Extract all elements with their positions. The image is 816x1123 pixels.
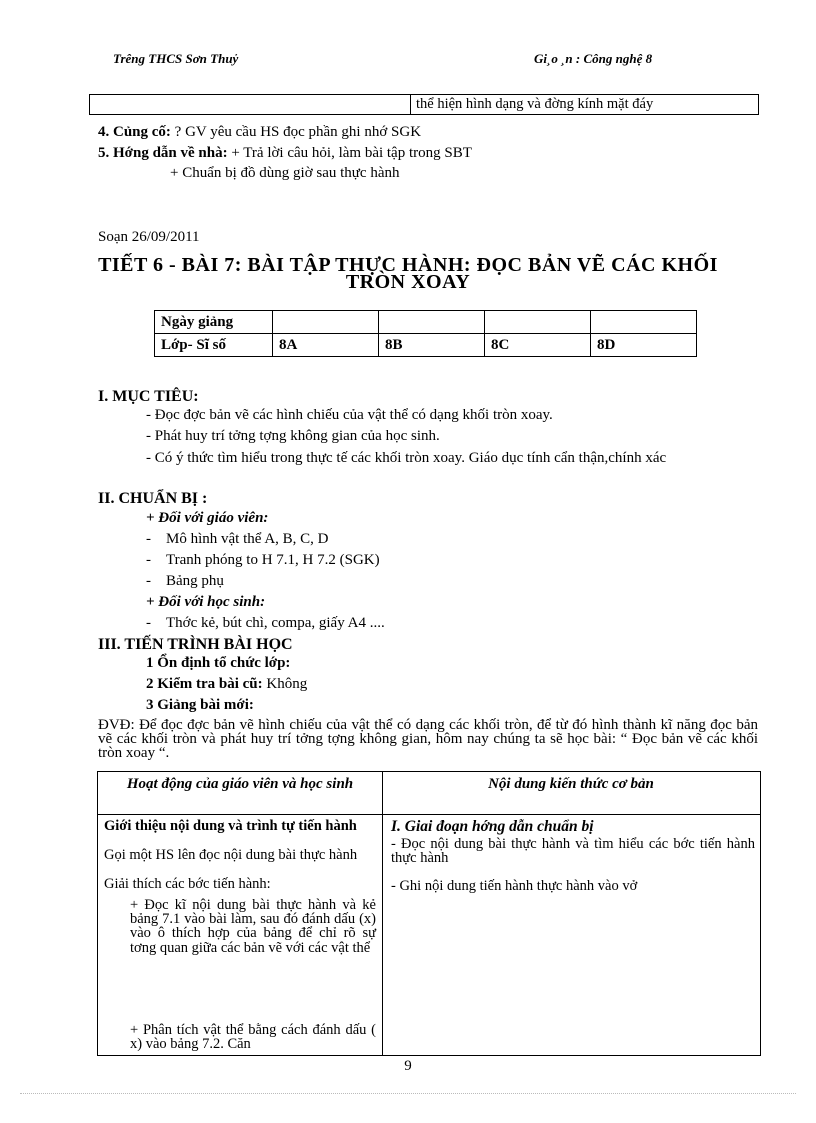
hs-label: + Đối với học sinh:: [146, 594, 266, 610]
class-table: [154, 310, 697, 357]
class-8c: 8C: [485, 334, 591, 357]
class-table-row: [155, 334, 697, 357]
class-8a: 8A: [273, 334, 379, 357]
gv-item: - Tranh phóng to H 7.1, H 7.2 (SGK): [146, 552, 380, 568]
left-p2: Giải thích các bớc tiến hành:: [104, 876, 271, 892]
step-1: 1 Ổn định tổ chức lớp:: [146, 655, 291, 671]
lesson-title-line1: TIẾT 6 - BÀI 7: BÀI TẬP THỰC HÀNH: ĐỌC BẢN VẼ CÁC KHỐI: [98, 254, 718, 276]
right-p2: - Ghi nội dung tiến hành thực hành vào vở: [391, 878, 638, 894]
huong-dan-text: + Trả lời câu hỏi, làm bài tập trong SBT: [227, 145, 472, 161]
header-subject: Gi¸o ¸n : Công nghệ 8: [534, 51, 653, 66]
huong-dan-line: [98, 145, 472, 162]
step-2-text: Không: [262, 676, 308, 692]
step-2: [146, 676, 307, 693]
ngay-giang-label: Ngày giảng: [155, 311, 273, 334]
class-table-row: [155, 311, 697, 334]
cung-co-line: [98, 124, 421, 141]
top-table: [89, 94, 759, 115]
left-title: Giới thiệu nội dung và trình tự tiến hành: [104, 818, 357, 834]
col1-header: Hoạt động của giáo viên và học sinh: [126, 776, 354, 792]
ngay-giang-8a: [273, 311, 379, 334]
dvd-paragraph: ĐVĐ: Để đọc đợc bản vẽ hình chiếu của vật thể có dạng các khối tròn, để từ đó hình thành kĩ năng đọc bản vẽ các khối tròn và phát huy trí tởng tợng không gian, hôm nay chúng ta sẽ học bài: “ Đọc bản vẽ các khối tròn xoay “.: [98, 717, 758, 761]
col2-header: Nội dung kiến thức cơ bản: [488, 776, 654, 792]
gv-item: - Mô hình vật thể A, B, C, D: [146, 531, 329, 547]
cung-co-text: ? GV yêu cầu HS đọc phần ghi nhớ SGK: [170, 124, 422, 140]
class-8d: 8D: [591, 334, 697, 357]
header-school: Trêng THCS Sơn Thuỷ: [113, 51, 239, 66]
hs-item-text: Thớc kẻ, bút chì, compa, giấy A4 ....: [166, 615, 385, 631]
tien-trinh-heading: III. TIẾN TRÌNH BÀI HỌC: [98, 636, 293, 653]
gv-label: + Đối với giáo viên:: [146, 510, 269, 526]
muc-tieu-item: - Có ý thức tìm hiểu trong thực tế các khối tròn xoay. Giáo dục tính cẩn thận,chính xác: [146, 450, 667, 466]
hs-item: - Thớc kẻ, bút chì, compa, giấy A4 ....: [146, 615, 385, 631]
step-3: 3 Giảng bài mới:: [146, 697, 254, 713]
muc-tieu-item: - Phát huy trí tởng tợng không gian của học sinh.: [146, 428, 440, 444]
step-2-label: 2 Kiểm tra bài cũ:: [146, 676, 263, 692]
huong-dan-label: 5. Hớng dẫn về nhà:: [98, 145, 228, 161]
left-p3: + Đọc kĩ nội dung bài thực hành và kẻ bảng 7.1 vào bài làm, sau đó đánh dấu (x) vào ô thích hợp của bảng để chỉ rõ sự tơng quan giữa các bản vẽ với các vật thể: [130, 897, 376, 956]
muc-tieu-heading: I. MỤC TIÊU:: [98, 388, 199, 405]
ngay-giang-8c: [485, 311, 591, 334]
gv-item-text: Tranh phóng to H 7.1, H 7.2 (SGK): [166, 552, 380, 568]
ngay-giang-8d: [591, 311, 697, 334]
top-table-cell: thể hiện hình dạng và đờng kính mặt đáy: [416, 96, 654, 112]
left-p4: + Phân tích vật thể bằng cách đánh dấu ( x) vào bảng 7.2. Căn: [130, 1022, 376, 1052]
gv-item: - Bảng phụ: [146, 573, 224, 589]
ngay-giang-8b: [379, 311, 485, 334]
right-p1: - Đọc nội dung bài thực hành và tìm hiểu các bớc tiến hành thực hành: [391, 836, 755, 866]
muc-tieu-item: - Đọc đợc bản vẽ các hình chiếu của vật thể có dạng khối tròn xoay.: [146, 407, 553, 423]
lop-si-so-label: Lớp- Sĩ số: [155, 334, 273, 357]
left-p1: Gọi một HS lên đọc nội dung bài thực hành: [104, 847, 358, 863]
class-8b: 8B: [379, 334, 485, 357]
top-table-divider: [410, 95, 411, 114]
gv-item-text: Mô hình vật thể A, B, C, D: [166, 531, 329, 547]
lesson-table: [97, 771, 761, 1056]
soan-date: Soạn 26/09/2011: [98, 229, 200, 245]
page-number: 9: [404, 1058, 412, 1074]
cung-co-label: 4. Củng cố:: [98, 124, 171, 140]
lesson-title-line2: TRÒN XOAY: [345, 271, 471, 293]
page-bottom-divider: [20, 1093, 796, 1094]
right-title: I. Giai đoạn hớng dẫn chuẩn bị: [391, 818, 594, 835]
gv-item-text: Bảng phụ: [166, 573, 224, 589]
chuan-bi-heading: II. CHUẨN BỊ :: [98, 490, 208, 507]
huong-dan-line2: + Chuẩn bị đồ dùng giờ sau thực hành: [170, 165, 400, 181]
